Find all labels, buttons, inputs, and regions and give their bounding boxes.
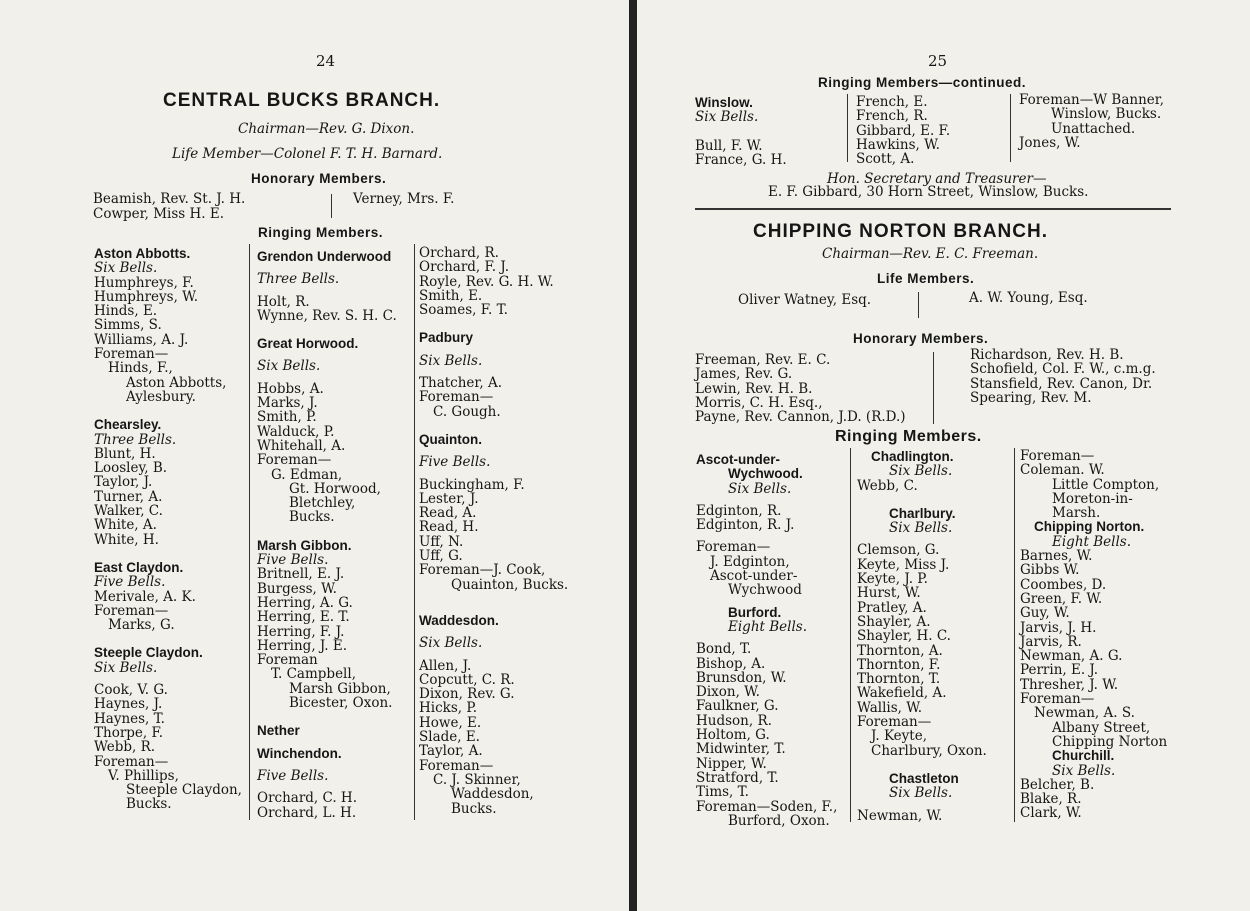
winslow-column-2 xyxy=(856,95,1006,166)
list-entry: Humphreys, W. xyxy=(94,288,198,305)
list-entry: Humphreys, F. xyxy=(94,274,194,291)
list-entry: Pratley, A. xyxy=(857,599,927,616)
page-number: 24 xyxy=(316,52,336,70)
parish-heading: Charlbury. xyxy=(889,505,956,521)
list-entry: Slade, E. xyxy=(419,729,480,746)
list-entry: Turner, A. xyxy=(94,488,163,505)
list-entry: Albany Street, xyxy=(1052,719,1151,736)
list-entry: Marsh Gibbon, xyxy=(289,680,391,697)
bell-count: Six Bells. xyxy=(695,109,759,126)
list-entry: Merivale, A. K. xyxy=(94,588,196,605)
list-entry: Coleman. W. xyxy=(1020,462,1105,479)
list-entry: Thatcher, A. xyxy=(419,375,503,392)
life-members-heading: Life Members. xyxy=(877,271,975,286)
list-entry: Bucks. xyxy=(451,800,497,817)
list-entry: Uff, G. xyxy=(419,548,463,565)
parish-heading: Grendon Underwood xyxy=(257,249,392,264)
bell-count: Six Bells. xyxy=(889,785,953,802)
list-entry: Britnell, E. J. xyxy=(257,566,345,583)
list-entry: Herring, E. T. xyxy=(257,609,350,626)
spacer xyxy=(419,317,589,331)
column-divider xyxy=(847,94,848,162)
honorary-member: Schofield, Col. F. W., c.m.g. xyxy=(970,361,1156,378)
honorary-member: James, Rev. G. xyxy=(695,366,793,383)
list-entry: Steeple Claydon, xyxy=(126,782,242,799)
list-entry: Marks, J. xyxy=(257,395,318,412)
honorary-left-list xyxy=(695,353,935,424)
list-entry: Burford, Oxon. xyxy=(728,812,830,829)
list-entry: Stratford, T. xyxy=(696,769,779,786)
list-entry: Holtom, G. xyxy=(696,727,770,744)
list-entry: Hinds, E. xyxy=(94,303,158,320)
section-divider xyxy=(695,208,1171,210)
honorary-heading: Honorary Members. xyxy=(251,171,387,186)
column-3 xyxy=(1020,449,1200,821)
bell-count: Five Bells. xyxy=(419,454,491,471)
list-entry: Orchard, L. H. xyxy=(257,804,357,821)
list-entry: Wallis, W. xyxy=(857,699,923,716)
list-entry: Shayler, A. xyxy=(857,613,931,630)
honorary-member: Richardson, Rev. H. B. xyxy=(970,347,1124,363)
list-entry: Guy, W. xyxy=(1020,605,1070,622)
bell-count: Six Bells. xyxy=(257,358,321,375)
list-entry: Orchard, C. H. xyxy=(257,790,357,807)
list-entry: Bucks. xyxy=(126,796,172,813)
list-entry: Thornton, A. xyxy=(857,642,943,659)
list-entry: Foreman— xyxy=(696,539,771,556)
list-entry: Taylor, A. xyxy=(419,743,483,760)
list-entry: C. Gough. xyxy=(433,403,501,420)
list-entry: Belcher, B. xyxy=(1020,776,1095,793)
parish-heading: Waddesdon. xyxy=(419,612,499,628)
list-entry: Hobbs, A. xyxy=(257,380,324,397)
list-entry: Read, A. xyxy=(419,505,477,522)
column-divider xyxy=(918,292,919,318)
parish-heading: Quainton. xyxy=(419,431,482,447)
list-entry: Chipping Norton xyxy=(1052,733,1168,750)
bell-count: Eight Bells. xyxy=(728,618,807,635)
list-entry: Haynes, T. xyxy=(94,710,165,727)
parish-heading: Nether xyxy=(257,723,300,739)
ringing-heading: Ringing Members. xyxy=(835,428,982,445)
right-page xyxy=(637,0,1250,911)
list-entry: Edginton, R. J. xyxy=(696,517,795,534)
list-entry: Foreman—J. Cook, xyxy=(419,562,546,579)
list-entry: Jarvis, J. H. xyxy=(1020,619,1097,636)
list-entry: Keyte, J. P. xyxy=(857,571,928,588)
honorary-member: Spearing, Rev. M. xyxy=(970,389,1092,406)
list-entry: Foreman— xyxy=(94,602,169,619)
bell-count: Six Bells. xyxy=(419,352,483,369)
list-entry: Hicks, P. xyxy=(419,700,477,717)
list-entry: Brunsdon, W. xyxy=(696,669,787,686)
list-entry: Foreman— xyxy=(857,714,932,731)
list-entry: Lester, J. xyxy=(419,490,479,507)
list-entry: Gibbs W. xyxy=(1020,562,1080,579)
list-entry: Perrin, E. J. xyxy=(1020,662,1099,679)
parish-heading: Chastleton xyxy=(889,770,959,786)
life-member: A. W. Young, Esq. xyxy=(969,290,1088,306)
list-entry: Howe, E. xyxy=(419,714,482,731)
book-gutter xyxy=(629,0,637,911)
column-1 xyxy=(696,453,846,828)
list-entry: Nipper, W. xyxy=(696,755,767,772)
parish-heading: Steeple Claydon. xyxy=(94,645,203,661)
column-divider xyxy=(414,244,415,820)
list-entry: Burgess, W. xyxy=(257,580,337,597)
list-entry: Aylesbury. xyxy=(126,388,196,405)
page-number: 25 xyxy=(928,52,948,70)
life-member-line: Life Member—Colonel F. T. H. Barnard. xyxy=(172,146,443,162)
bell-count: Six Bells. xyxy=(1052,762,1116,779)
list-entry: White, H. xyxy=(94,531,159,548)
branch-title: CHIPPING NORTON BRANCH. xyxy=(753,221,1048,242)
spacer xyxy=(419,419,589,433)
list-entry: Herring, F. J. xyxy=(257,623,345,640)
list-entry: J. Edginton, xyxy=(710,553,790,570)
list-entry: Bond, T. xyxy=(696,641,752,658)
list-entry: Dixon, Rev. G. xyxy=(419,686,515,703)
list-entry: Little Compton, xyxy=(1052,476,1160,493)
list-entry: Clemson, G. xyxy=(857,542,940,559)
list-entry: Blake, R. xyxy=(1020,791,1082,808)
column-divider xyxy=(1010,94,1011,162)
life-member: Oliver Watney, Esq. xyxy=(738,292,872,308)
list-entry: Newman, A. G. xyxy=(1020,648,1123,665)
list-entry: Allen, J. xyxy=(419,657,472,674)
hon-secretary-label: Hon. Secretary and Treasurer— xyxy=(827,171,1047,187)
list-entry: Marks, G. xyxy=(108,617,175,634)
list-entry: Charlbury, Oxon. xyxy=(871,742,987,759)
list-entry: Waddesdon, xyxy=(451,786,534,803)
list-entry: Orchard, R. xyxy=(419,245,499,261)
list-entry: Newman, A. S. xyxy=(1034,705,1135,722)
bell-count: Three Bells. xyxy=(94,431,177,448)
list-entry: Foreman— xyxy=(1020,448,1095,464)
list-entry: White, A. xyxy=(94,517,157,534)
bell-count: Six Bells. xyxy=(889,520,953,537)
bell-count: Six Bells. xyxy=(94,260,158,277)
list-entry: Uff, N. xyxy=(419,533,464,550)
list-entry: Wynne, Rev. S. H. C. xyxy=(257,307,397,324)
list-entry: Orchard, F. J. xyxy=(419,259,510,276)
list-entry: Simms, S. xyxy=(94,317,162,334)
column-1 xyxy=(94,247,246,812)
honorary-member: Cowper, Miss H. E. xyxy=(93,206,224,222)
parish-heading: Chearsley. xyxy=(94,417,162,433)
parish-heading: Winslow. xyxy=(695,95,753,110)
list-entry: Bletchley, xyxy=(289,495,356,512)
spacer xyxy=(257,525,413,539)
list-entry: Keyte, Miss J. xyxy=(857,556,950,573)
honorary-left-list xyxy=(93,192,245,222)
list-entry: Newman, W. xyxy=(857,807,943,824)
list-entry: Smith, P. xyxy=(257,409,317,426)
bell-count: Six Bells. xyxy=(728,480,792,497)
spacer xyxy=(257,710,413,724)
list-entry: Marsh. xyxy=(1052,505,1101,522)
list-entry: Foreman— xyxy=(94,346,169,363)
honorary-member: Freeman, Rev. E. C. xyxy=(695,352,831,368)
parish-heading: Winchendon. xyxy=(257,745,342,761)
list-entry: Smith, E. xyxy=(419,287,483,304)
parish-heading: East Claydon. xyxy=(94,559,184,575)
honorary-member: Beamish, Rev. St. J. H. xyxy=(93,191,246,207)
list-entry: Midwinter, T. xyxy=(696,741,786,758)
list-entry: Hawkins, W. xyxy=(856,136,940,153)
list-entry: Green, F. W. xyxy=(1020,590,1103,607)
list-entry: V. Phillips, xyxy=(108,767,179,784)
list-entry: Gt. Horwood, xyxy=(289,480,381,497)
list-entry: Quainton, Bucks. xyxy=(451,576,569,593)
list-entry: Holt, R. xyxy=(257,293,310,310)
column-divider xyxy=(1014,448,1015,822)
bell-count: Three Bells. xyxy=(257,271,340,288)
list-entry: J. Keyte, xyxy=(871,728,927,745)
list-entry: Faulkner, G. xyxy=(696,698,779,715)
list-entry: Foreman— xyxy=(419,389,494,406)
winslow-column-3 xyxy=(1019,93,1199,150)
bell-count: Six Bells. xyxy=(419,635,483,652)
hon-secretary-value: E. F. Gibbard, 30 Horn Street, Winslow, Bucks. xyxy=(768,184,1089,200)
list-entry: Haynes, J. xyxy=(94,696,163,713)
list-entry: Foreman— xyxy=(1020,691,1095,708)
list-entry: Foreman— xyxy=(419,757,494,774)
list-entry: Williams, A. J. xyxy=(94,331,189,348)
column-3 xyxy=(419,246,589,816)
list-entry: Bull, F. W. xyxy=(695,137,763,154)
spacer xyxy=(257,323,413,337)
parish-heading: Chadlington. xyxy=(871,449,954,464)
list-entry: Royle, Rev. G. H. W. xyxy=(419,273,554,290)
parish-heading: Churchill. xyxy=(1052,748,1115,764)
parish-heading: Great Horwood. xyxy=(257,336,359,352)
parish-heading: Burford. xyxy=(728,604,782,620)
list-entry: Aston Abbotts, xyxy=(126,374,227,391)
list-entry: Loosley, B. xyxy=(94,460,168,477)
list-entry: Thornton, F. xyxy=(857,656,941,673)
list-entry: Shayler, H. C. xyxy=(857,628,951,645)
column-divider xyxy=(933,352,934,424)
parish-heading: Padbury xyxy=(419,330,474,346)
parish-heading: Chipping Norton. xyxy=(1034,519,1145,535)
list-entry: Foreman—Soden, F., xyxy=(696,798,838,815)
ringing-heading: Ringing Members. xyxy=(258,225,384,240)
honorary-right-list xyxy=(970,348,1210,405)
list-entry: Bicester, Oxon. xyxy=(289,695,393,712)
list-entry: France, G. H. xyxy=(695,151,787,168)
list-entry: G. Edman, xyxy=(271,466,343,483)
list-entry: Moreton-in- xyxy=(1052,490,1133,507)
list-entry: Clark, W. xyxy=(1020,805,1082,822)
list-entry: Herring, J. E. xyxy=(257,637,347,654)
list-entry: French, R. xyxy=(856,108,928,125)
list-entry: Soames, F. T. xyxy=(419,302,508,319)
honorary-member: Payne, Rev. Cannon, J.D. (R.D.) xyxy=(695,409,906,426)
column-divider xyxy=(850,448,851,822)
spacer xyxy=(94,404,246,418)
list-entry: Unattached. xyxy=(1051,120,1136,137)
branch-title: CENTRAL BUCKS BRANCH. xyxy=(163,90,441,111)
list-entry: Herring, A. G. xyxy=(257,594,353,611)
list-entry: Taylor, J. xyxy=(94,474,153,491)
list-entry: Gibbard, E. F. xyxy=(856,122,951,139)
parish-heading: Wychwood. xyxy=(728,466,803,482)
honorary-member: Stansfield, Rev. Canon, Dr. xyxy=(970,375,1153,392)
chairman-line: Chairman—Rev. E. C. Freeman. xyxy=(822,246,1039,262)
honorary-member: Morris, C. H. Esq., xyxy=(695,394,823,411)
list-entry: Webb, C. xyxy=(857,477,918,494)
spacer xyxy=(695,125,845,139)
list-entry: Bishop, A. xyxy=(696,655,766,672)
list-entry: Foreman xyxy=(257,652,318,669)
honorary-heading: Honorary Members. xyxy=(853,331,989,346)
list-entry: Coombes, D. xyxy=(1020,576,1107,593)
list-entry: Webb, R. xyxy=(94,739,156,756)
list-entry: T. Campbell, xyxy=(271,666,356,683)
bell-count: Five Bells. xyxy=(257,552,329,569)
list-entry: Edginton, R. xyxy=(696,502,782,519)
list-entry: Winslow, Bucks. xyxy=(1051,106,1162,123)
list-entry: Whitehall, A. xyxy=(257,437,346,454)
list-entry: Dixon, W. xyxy=(696,684,760,701)
list-entry: Thresher, J. W. xyxy=(1020,676,1119,693)
list-entry: Blunt, H. xyxy=(94,445,156,462)
list-entry: Jones, W. xyxy=(1019,134,1081,151)
list-entry: Bucks. xyxy=(289,509,335,526)
list-entry: Ascot-under- xyxy=(710,568,798,585)
list-entry: Hinds, F., xyxy=(108,360,173,377)
list-entry: C. J. Skinner, xyxy=(433,771,521,788)
parish-heading: Ascot-under- xyxy=(696,452,780,467)
column-2 xyxy=(257,250,413,820)
column-2 xyxy=(857,450,1015,823)
list-entry: Barnes, W. xyxy=(1020,548,1093,565)
honorary-member: Lewin, Rev. H. B. xyxy=(695,380,813,397)
spacer xyxy=(419,592,589,606)
list-entry: Hurst, W. xyxy=(857,585,921,602)
list-entry: Foreman—W Banner, xyxy=(1019,92,1165,108)
bell-count: Six Bells. xyxy=(94,659,158,676)
list-entry: Tims, T. xyxy=(696,784,749,801)
continued-heading: Ringing Members—continued. xyxy=(818,75,1027,90)
list-entry: Copcutt, C. R. xyxy=(419,671,515,688)
list-entry: Read, H. xyxy=(419,519,479,536)
column-divider xyxy=(249,244,250,820)
list-entry: Walker, C. xyxy=(94,503,163,520)
chairman-line: Chairman—Rev. G. Dixon. xyxy=(238,121,415,137)
spacer xyxy=(857,493,1015,507)
winslow-column-1 xyxy=(695,96,845,167)
list-entry: French, E. xyxy=(856,94,928,110)
parish-heading: Aston Abbotts. xyxy=(94,246,191,261)
bell-count: Five Bells. xyxy=(94,574,166,591)
list-entry: Wakefield, A. xyxy=(857,685,947,702)
list-entry: Scott, A. xyxy=(856,151,915,168)
list-entry: Thorpe, F. xyxy=(94,724,164,741)
spacer xyxy=(857,758,1015,772)
list-entry: Thornton, T. xyxy=(857,671,941,688)
list-entry: Wychwood xyxy=(728,582,802,599)
list-entry: Cook, V. G. xyxy=(94,682,168,699)
list-entry: Foreman— xyxy=(94,753,169,770)
bell-count: Eight Bells. xyxy=(1052,533,1131,550)
spacer xyxy=(94,632,246,646)
list-entry: Walduck, P. xyxy=(257,423,335,440)
list-entry: Foreman— xyxy=(257,452,332,469)
parish-heading: Marsh Gibbon. xyxy=(257,537,352,553)
bell-count: Five Bells. xyxy=(257,767,329,784)
bell-count: Six Bells. xyxy=(889,463,953,480)
list-entry: Buckingham, F. xyxy=(419,476,525,493)
list-entry: Jarvis, R. xyxy=(1020,633,1082,650)
list-entry: Hudson, R. xyxy=(696,712,772,729)
honorary-member: Verney, Mrs. F. xyxy=(353,191,455,207)
spacer xyxy=(94,547,246,561)
column-divider xyxy=(331,194,332,218)
